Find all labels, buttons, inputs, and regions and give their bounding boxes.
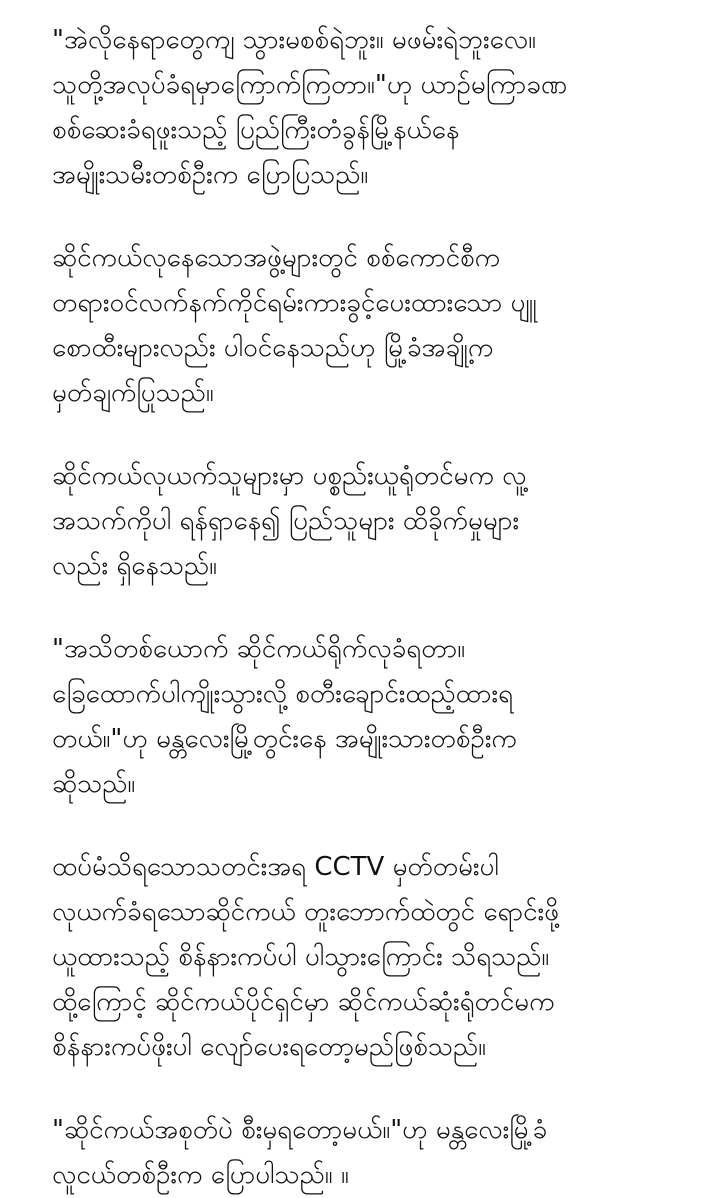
text-line: လုယက်ခံရသောဆိုင်ကယ် တူးဘောက်ထဲတွင် ရောင်းဖို့ [52,897,559,927]
article-paragraph [52,454,690,589]
text-line: "ဆိုင်ကယ်အစုတ်ပဲ စီးမှရတော့မယ်။"ဟု မန္တလေးမြို့ခံ [52,1115,548,1145]
text-line: ထပ်မံသိရသောသတင်းအရ CCTV မှတ်တမ်းပါ [52,852,499,882]
text-line: အသက်ကိုပါ ရန်ရှာနေ၍ ပြည်သူများ ထိခိုက်မှုများ [52,506,520,536]
text-line: အမျိုးသမီးတစ်ဦးက ပြောပြသည်။ [52,160,369,190]
text-line: တယ်။"ဟု မန္တလေးမြို့တွင်းနေ အမျိုးသားတစ်ဦးက [52,724,517,754]
text-line: စောထီးများလည်း ပါဝင်နေသည်ဟု မြို့ခံအချို့က [52,333,494,363]
text-line: စစ်ဆေးခံရဖူးသည့် ပြည်ကြီးတံခွန်မြို့နယ်နေ [52,115,460,145]
text-line: သူတို့အလုပ်ခံရမှာကြောက်ကြတာ။"ဟု ယာဥ်မကြာခဏ [52,70,568,100]
article-paragraph [52,236,690,416]
text-line: လူငယ်တစ်ဦးက ပြောပါသည်။ ။ [52,1160,349,1190]
text-line: တရားဝင်လက်နက်ကိုင်ရမ်းကားခွင့်ပေးထားသော ပျူ [52,288,537,318]
text-line: စိန်နားကပ်ဖိုးပါ လျော်ပေးရတော့မည်ဖြစ်သည်။ [52,1032,487,1062]
text-line: ယူထားသည့် စိန်နားကပ်ပါ ပါသွားကြောင်း သိရသည်။ [52,942,550,972]
text-line: လည်း ရှိနေသည်။ [52,551,218,581]
text-line: "အဲလိုနေရာတွေကျ သွားမစစ်ရဲဘူး။ မဖမ်းရဲဘူးလေ။ [52,25,536,55]
article-paragraph [52,627,690,807]
article-paragraph [52,1108,690,1198]
text-line: ဆိုင်ကယ်လုယက်သူများမှာ ပစ္စည်းယူရုံတင်မက လူ့ [52,461,527,491]
article-paragraph [52,845,690,1070]
text-line: "အသိတစ်ယောက် ဆိုင်ကယ်ရိုက်လုခံရတာ။ [52,634,466,664]
text-line: ထို့ကြောင့် ဆိုင်ကယ်ပိုင်ရှင်မှာ ဆိုင်ကယ်ဆုံးရုံတင်မက [52,987,555,1017]
article-paragraph [52,18,690,198]
text-line: ခြေထောက်ပါကျိုးသွားလို့ စတီးချောင်းထည့်ထားရ [52,679,514,709]
text-line: ဆိုင်ကယ်လုနေသောအဖွဲ့များတွင် စစ်ကောင်စီက [52,243,501,273]
text-line: ဆိုသည်။ [52,769,136,799]
text-line: မှတ်ချက်ပြုသည်။ [52,378,214,408]
